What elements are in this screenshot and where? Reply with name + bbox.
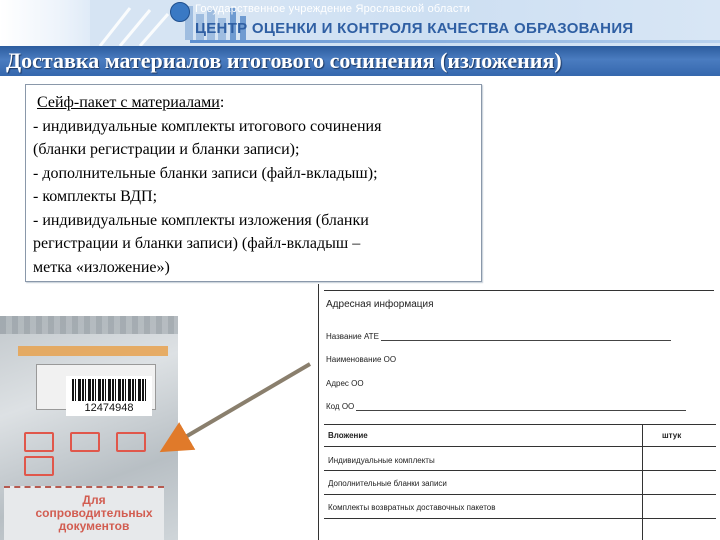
address-info-title: Адресная информация (326, 299, 434, 310)
field-underline (381, 340, 671, 341)
barcode-number: 12474948 (84, 402, 134, 414)
pocket-label-line: сопроводительных (35, 506, 153, 520)
table-top-rule (324, 424, 716, 425)
bag-color-strip (18, 346, 168, 356)
barcode (66, 376, 152, 416)
banner-underline (190, 40, 720, 43)
content-line: - дополнительные бланки записи (файл-вкладыш); (33, 164, 378, 182)
form-field-oo-name (326, 355, 396, 364)
barcode-icon (72, 379, 146, 401)
table-row: Дополнительные бланки записи (328, 479, 447, 488)
pocket-label-line: документов (58, 519, 130, 533)
address-form (316, 284, 720, 540)
documents-pocket (4, 486, 164, 540)
content-box (25, 84, 482, 282)
table-row: Комплекты возвратных доставочных пакетов (328, 503, 496, 512)
content-line: - индивидуальные комплекты итогового сочинения (33, 117, 382, 135)
pictogram-icon (24, 456, 54, 476)
heading-underlined-text: Сейф-пакет с материалами (37, 94, 220, 111)
center-name: ЦЕНТР ОЦЕНКИ И КОНТРОЛЯ КАЧЕСТВА ОБРАЗОВАНИЯ (195, 20, 634, 37)
form-field-oo-code (326, 402, 686, 411)
content-text (33, 91, 477, 279)
form-field-oo-address (326, 379, 364, 388)
field-underline (356, 410, 686, 411)
column-header-contents: Вложение (328, 431, 368, 440)
organization-name: Государственное учреждение Ярославской области (195, 3, 471, 15)
organization-logo-icon (170, 2, 190, 22)
pointer-arrow-icon (150, 360, 340, 460)
form-left-border (318, 284, 319, 540)
form-top-border (324, 290, 714, 291)
pictogram-icon (24, 432, 54, 452)
column-header-count: штук (662, 431, 682, 440)
pictogram-icon (116, 432, 146, 452)
heading-colon: : (219, 94, 225, 111)
documents-pocket-label (34, 494, 154, 533)
content-line: метка «изложение») (33, 258, 170, 276)
table-row-rule (324, 494, 716, 495)
field-label: Код ОО (326, 402, 355, 411)
content-line: регистрации и бланки записи) (файл-вкладыш – (33, 235, 361, 252)
field-label: Наименование ОО (326, 355, 397, 364)
table-header-rule (324, 446, 716, 447)
slide-title: Доставка материалов итогового сочинения (изложения) (0, 46, 720, 76)
content-heading (33, 91, 477, 115)
table-column-divider (642, 424, 643, 540)
pictogram-icon (70, 432, 100, 452)
content-line: (бланки регистрации и бланки записи); (33, 141, 300, 158)
content-line: - комплекты ВДП; (33, 188, 158, 205)
table-row-rule (324, 470, 716, 471)
content-line: - индивидуальные комплекты изложения (бланки (33, 211, 369, 229)
header-banner (0, 0, 720, 46)
pocket-label-line: Для (82, 493, 106, 507)
table-row-rule (324, 518, 716, 519)
form-field-ate (326, 332, 671, 341)
bag-pictograms (20, 428, 160, 476)
table-row: Индивидуальные комплекты (328, 456, 435, 465)
field-label: Название АТЕ (326, 332, 379, 341)
field-label: Адрес ОО (326, 379, 364, 388)
bag-seal-strip (0, 316, 178, 334)
